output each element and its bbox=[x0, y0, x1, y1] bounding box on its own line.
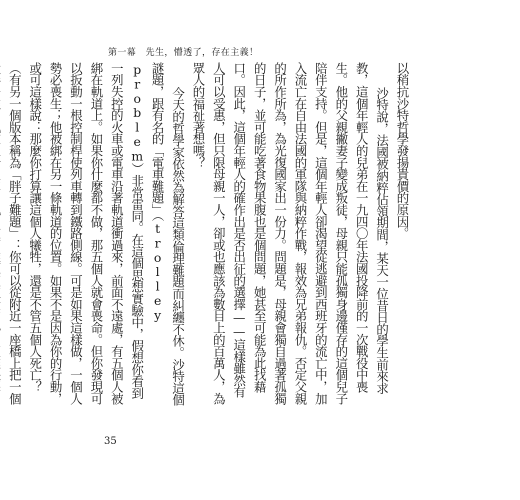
running-head: 第一幕 先生，懵透了，存在主義！ bbox=[108, 48, 259, 58]
page-number: 35 bbox=[104, 436, 117, 447]
body-text bbox=[7, 62, 412, 407]
paragraph-trolley-problem: 今天的哲學家依然為解答這類倫理難題而糾纏不休。沙特這個謎題，跟有名的「電車難題」（trolley problem）非常雷同。在這個思想實驗中，假想你看到一列失控的火車或電車沿著軌道衝過來，前面不遠處，有五個人被綁在軌道上。如果你什麼都不做，那五個人就會喪命。但你發現可以扳動一根控制桿使列車轉到鐵路側線。可是如果這樣做，一個人勢必喪生；他被綁在另一條軌道的位置。如果不是因為你的行動，或可這樣說：那麼你打算讓這個人犧牲，還是不管五個人死亡？（有另一個版本稱為「胖子難題」：你可以從附近一座橋上把一個 bbox=[7, 62, 186, 406]
paragraph-student-story: 沙特說，法國被納粹佔領期間，某天一位昔日的學生前來求教，這個年輕人的兒弟在一九四〇年法國投降前的一次戰役中喪生。他的父親撇妻子變成叛徒，母親只能孤獨身邊僅存的這個兒子陪伴支持。但是，這個年輕人卻渴望從逃避到西班牙的流亡中，加入流亡在自由法國的軍隊與納粹作戰，報效為兄弟報仇。否定父親的所作所為，為光復國家出一份力。問題是，母親會獨自過著孤獨的日子，並可能吃著食物果腹也是個問題，她甚至可能為此找藉口。因此，這個年輕人的確作出是否出征的選擇——這樣雖然有人可以受惠，但只限母親一人，卻或也應該為數目上的百萬人，為眾人的福祉著想嗎？ bbox=[190, 62, 390, 405]
paragraph-continuation: 以稍抗沙特哲學發揚貴價的原因。 bbox=[395, 62, 410, 240]
